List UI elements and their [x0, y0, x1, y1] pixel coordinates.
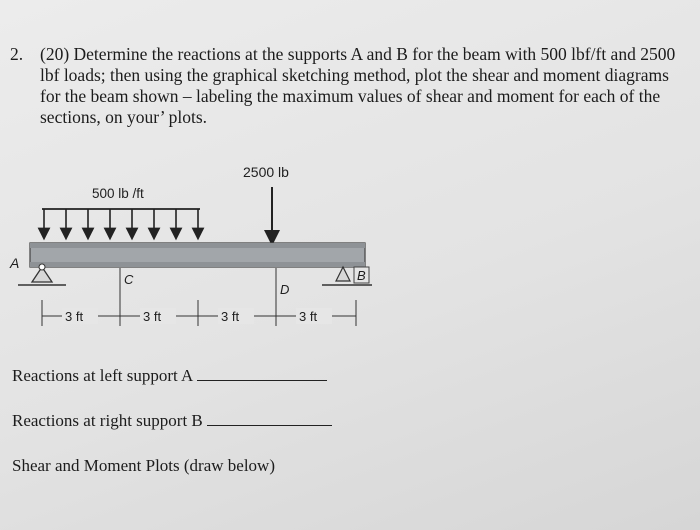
support-a-label: A [10, 255, 20, 271]
point-d-label: D [280, 282, 290, 297]
beam-bottom-flange [30, 262, 365, 267]
support-a-hinge [39, 264, 45, 270]
point-load-label: 2500 lb [243, 164, 289, 180]
support-b-prompt: Reactions at right support B [12, 411, 203, 430]
answer-line-support-b [12, 411, 332, 431]
support-a-answer-blank[interactable] [197, 366, 327, 381]
dimension-label-2: 3 ft [143, 309, 162, 324]
support-b-label: B [357, 268, 366, 283]
distributed-load-arrows [44, 209, 198, 234]
plots-prompt: Shear and Moment Plots (draw below) [12, 456, 275, 475]
dimension-label-1: 3 ft [65, 309, 84, 324]
answer-line-support-a [12, 366, 327, 386]
distributed-load-label: 500 lb /ft [92, 186, 144, 201]
support-a-prompt: Reactions at left support A [12, 366, 194, 385]
dimension-label-4: 3 ft [299, 309, 318, 324]
beam-top-flange [30, 243, 365, 248]
dimension-label-3: 3 ft [221, 309, 240, 324]
beam-diagram [0, 150, 700, 340]
support-b-roller [336, 267, 350, 281]
support-b-answer-blank[interactable] [207, 411, 332, 426]
question-number: 2. [10, 44, 24, 64]
point-c-label: C [124, 272, 134, 287]
shear-moment-instruction [12, 456, 275, 476]
question-text: (20) Determine the reactions at the supports A and B for the beam with 500 lbf/ft and 2500 lbf loads; then using the graphical sketching method, plot the shear and moment diagrams for the beam shown – labeling the maximum values of shear and moment for each of the sections, on your’ plots. [40, 44, 676, 127]
